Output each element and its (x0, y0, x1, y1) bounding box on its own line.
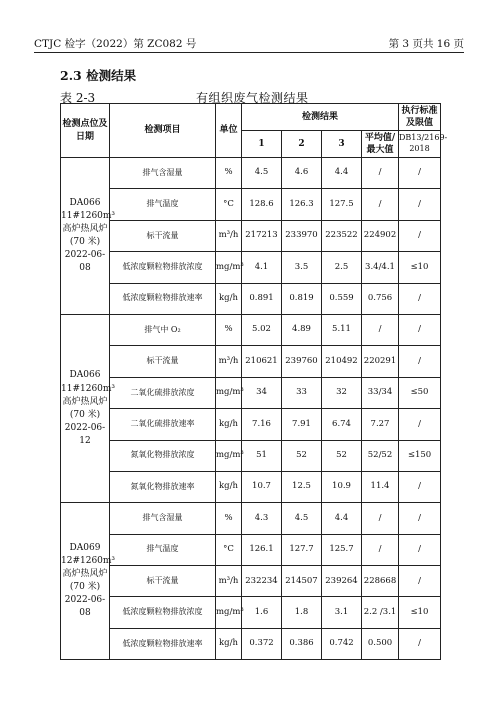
value-3-cell: 125.7 (322, 534, 362, 565)
standard-cell: / (399, 314, 441, 345)
point-line: 2022-06-12 (64, 422, 106, 446)
value-3-cell: 223522 (322, 220, 362, 251)
point-line: 2022-06-08 (64, 250, 106, 274)
point-line: 11#1260m³ (61, 383, 116, 394)
value-1-cell: 4.3 (242, 503, 282, 534)
value-1-cell: 128.6 (242, 189, 282, 220)
table-row (61, 503, 441, 534)
point-cell (61, 503, 116, 660)
value-1-cell: 232234 (242, 566, 282, 597)
value-3-cell: 52 (322, 440, 362, 471)
standard-cell: / (399, 534, 441, 565)
item-cell: 低浓度颗粒物排放浓度 (110, 252, 216, 283)
item-cell: 低浓度颗粒物排放速率 (110, 628, 216, 659)
avg-cell: 220291 (362, 346, 399, 377)
page-number: 第 3 页共 16 页 (388, 38, 464, 50)
unit-cell: kg/h (216, 283, 242, 314)
value-2-cell: 33 (282, 377, 322, 408)
value-2-cell: 0.819 (282, 283, 322, 314)
table-row (61, 597, 441, 628)
point-line: 高炉热风炉 (62, 396, 108, 407)
standard-cell: ≤150 (399, 440, 441, 471)
value-2-cell: 12.5 (282, 471, 322, 502)
point-line: DA069 (69, 543, 101, 554)
value-1-cell: 217213 (242, 220, 282, 251)
value-3-cell: 3.1 (322, 597, 362, 628)
avg-cell: / (362, 189, 399, 220)
value-2-cell: 1.8 (282, 597, 322, 628)
item-cell: 排气含湿量 (110, 158, 216, 189)
value-1-cell: 126.1 (242, 534, 282, 565)
point-line: 高炉热风炉 (62, 569, 108, 580)
standard-cell: / (399, 346, 441, 377)
col-header-2: 2 (282, 131, 322, 158)
value-1-cell: 0.372 (242, 628, 282, 659)
value-3-cell: 2.5 (322, 252, 362, 283)
unit-cell: kg/h (216, 628, 242, 659)
avg-cell: 33/34 (362, 377, 399, 408)
value-1-cell: 34 (242, 377, 282, 408)
point-cell (61, 314, 116, 502)
point-line: (70 米) (69, 582, 101, 593)
item-cell: 二氧化硫排放浓度 (110, 377, 216, 408)
unit-cell: m³/h (216, 220, 242, 251)
point-line: (70 米) (69, 409, 101, 420)
value-1-cell: 10.7 (242, 471, 282, 502)
value-2-cell: 233970 (282, 220, 322, 251)
value-1-cell: 7.16 (242, 409, 282, 440)
item-cell: 氮氧化物排放浓度 (110, 440, 216, 471)
table-row (61, 440, 441, 471)
page-header (34, 36, 464, 51)
table-row (61, 252, 441, 283)
value-2-cell: 0.386 (282, 628, 322, 659)
avg-cell: 11.4 (362, 471, 399, 502)
unit-cell: mg/m³ (216, 597, 242, 628)
value-2-cell: 4.6 (282, 158, 322, 189)
item-cell: 低浓度颗粒物排放速率 (110, 283, 216, 314)
value-1-cell: 0.891 (242, 283, 282, 314)
avg-cell: 7.27 (362, 409, 399, 440)
standard-cell: / (399, 283, 441, 314)
col-header-item: 检测项目 (110, 104, 216, 158)
col-header-3: 3 (322, 131, 362, 158)
standard-cell: ≤10 (399, 597, 441, 628)
item-cell: 排气温度 (110, 189, 216, 220)
table-row (61, 283, 441, 314)
avg-cell: 52/52 (362, 440, 399, 471)
value-1-cell: 210621 (242, 346, 282, 377)
value-3-cell: 239264 (322, 566, 362, 597)
value-3-cell: 0.742 (322, 628, 362, 659)
table-row (61, 189, 441, 220)
standard-cell: / (399, 220, 441, 251)
value-3-cell: 127.5 (322, 189, 362, 220)
standard-cell: / (399, 158, 441, 189)
value-1-cell: 51 (242, 440, 282, 471)
value-2-cell: 52 (282, 440, 322, 471)
value-2-cell: 214507 (282, 566, 322, 597)
point-cell (61, 158, 116, 315)
standard-cell: ≤10 (399, 252, 441, 283)
table-row (61, 409, 441, 440)
unit-cell: % (216, 158, 242, 189)
table-row (61, 220, 441, 251)
unit-cell: mg/m³ (216, 377, 242, 408)
point-line: 11#1260m³ (61, 210, 116, 221)
value-3-cell: 10.9 (322, 471, 362, 502)
point-line: DA066 (69, 370, 101, 381)
value-3-cell: 32 (322, 377, 362, 408)
standard-cell: / (399, 503, 441, 534)
col-header-std-code: DB13/2169-2018 (399, 131, 441, 158)
value-3-cell: 0.559 (322, 283, 362, 314)
item-cell: 二氧化硫排放速率 (110, 409, 216, 440)
point-line: (70 米) (69, 236, 101, 247)
report-number: CTJC 检字（2022）第 ZC082 号 (34, 38, 197, 50)
value-2-cell: 4.5 (282, 503, 322, 534)
value-1-cell: 4.5 (242, 158, 282, 189)
table-row (61, 158, 441, 189)
item-cell: 氮氧化物排放速率 (110, 471, 216, 502)
table-row (61, 346, 441, 377)
value-2-cell: 127.7 (282, 534, 322, 565)
avg-cell: / (362, 314, 399, 345)
value-1-cell: 4.1 (242, 252, 282, 283)
point-line: 2022-06-08 (64, 595, 106, 619)
standard-cell: / (399, 471, 441, 502)
col-header-result: 检测结果 (242, 104, 399, 131)
table-row (61, 377, 441, 408)
point-line: 高炉热风炉 (62, 223, 108, 234)
unit-cell: mg/m³ (216, 252, 242, 283)
point-line: 12#1260m³ (61, 556, 116, 567)
standard-cell: / (399, 189, 441, 220)
item-cell: 排气温度 (110, 534, 216, 565)
item-cell: 标干流量 (110, 346, 216, 377)
unit-cell: °C (216, 189, 242, 220)
table-label: 表 2-3 (60, 91, 96, 105)
results-body (61, 158, 441, 660)
value-2-cell: 126.3 (282, 189, 322, 220)
col-header-unit: 单位 (216, 104, 242, 158)
results-table (60, 103, 448, 660)
unit-cell: °C (216, 534, 242, 565)
standard-cell: / (399, 628, 441, 659)
unit-cell: m³/h (216, 566, 242, 597)
unit-cell: kg/h (216, 471, 242, 502)
item-cell: 排气中 O₂ (110, 314, 216, 345)
item-cell: 低浓度颗粒物排放浓度 (110, 597, 216, 628)
avg-cell: / (362, 158, 399, 189)
unit-cell: % (216, 503, 242, 534)
value-2-cell: 3.5 (282, 252, 322, 283)
table-row (61, 534, 441, 565)
col-header-point: 检测点位及日期 (61, 104, 110, 158)
col-header-avg: 平均值/最大值 (362, 131, 399, 158)
col-header-1: 1 (242, 131, 282, 158)
standard-cell: / (399, 409, 441, 440)
table-row (61, 471, 441, 502)
value-2-cell: 7.91 (282, 409, 322, 440)
table-row (61, 566, 441, 597)
unit-cell: kg/h (216, 409, 242, 440)
value-3-cell: 210492 (322, 346, 362, 377)
avg-cell: 0.500 (362, 628, 399, 659)
value-3-cell: 5.11 (322, 314, 362, 345)
value-3-cell: 4.4 (322, 503, 362, 534)
avg-cell: 0.756 (362, 283, 399, 314)
avg-cell: / (362, 534, 399, 565)
col-header-standard: 执行标准及限值 (399, 104, 441, 131)
section-title: 2.3 检测结果 (60, 68, 137, 83)
value-1-cell: 5.02 (242, 314, 282, 345)
standard-cell: ≤50 (399, 377, 441, 408)
unit-cell: mg/m³ (216, 440, 242, 471)
item-cell: 排气含湿量 (110, 503, 216, 534)
unit-cell: % (216, 314, 242, 345)
value-2-cell: 4.89 (282, 314, 322, 345)
value-3-cell: 4.4 (322, 158, 362, 189)
header-rule (34, 52, 464, 53)
item-cell: 标干流量 (110, 566, 216, 597)
item-cell: 标干流量 (110, 220, 216, 251)
avg-cell: 2.2 /3.1 (362, 597, 399, 628)
table-row (61, 628, 441, 659)
avg-cell: 3.4/4.1 (362, 252, 399, 283)
value-2-cell: 239760 (282, 346, 322, 377)
value-1-cell: 1.6 (242, 597, 282, 628)
avg-cell: / (362, 503, 399, 534)
avg-cell: 224902 (362, 220, 399, 251)
standard-cell: / (399, 566, 441, 597)
avg-cell: 228668 (362, 566, 399, 597)
table-caption: 有组织废气检测结果 (196, 91, 309, 105)
value-3-cell: 6.74 (322, 409, 362, 440)
table-row (61, 314, 441, 345)
point-line: DA066 (69, 197, 101, 208)
unit-cell: m³/h (216, 346, 242, 377)
